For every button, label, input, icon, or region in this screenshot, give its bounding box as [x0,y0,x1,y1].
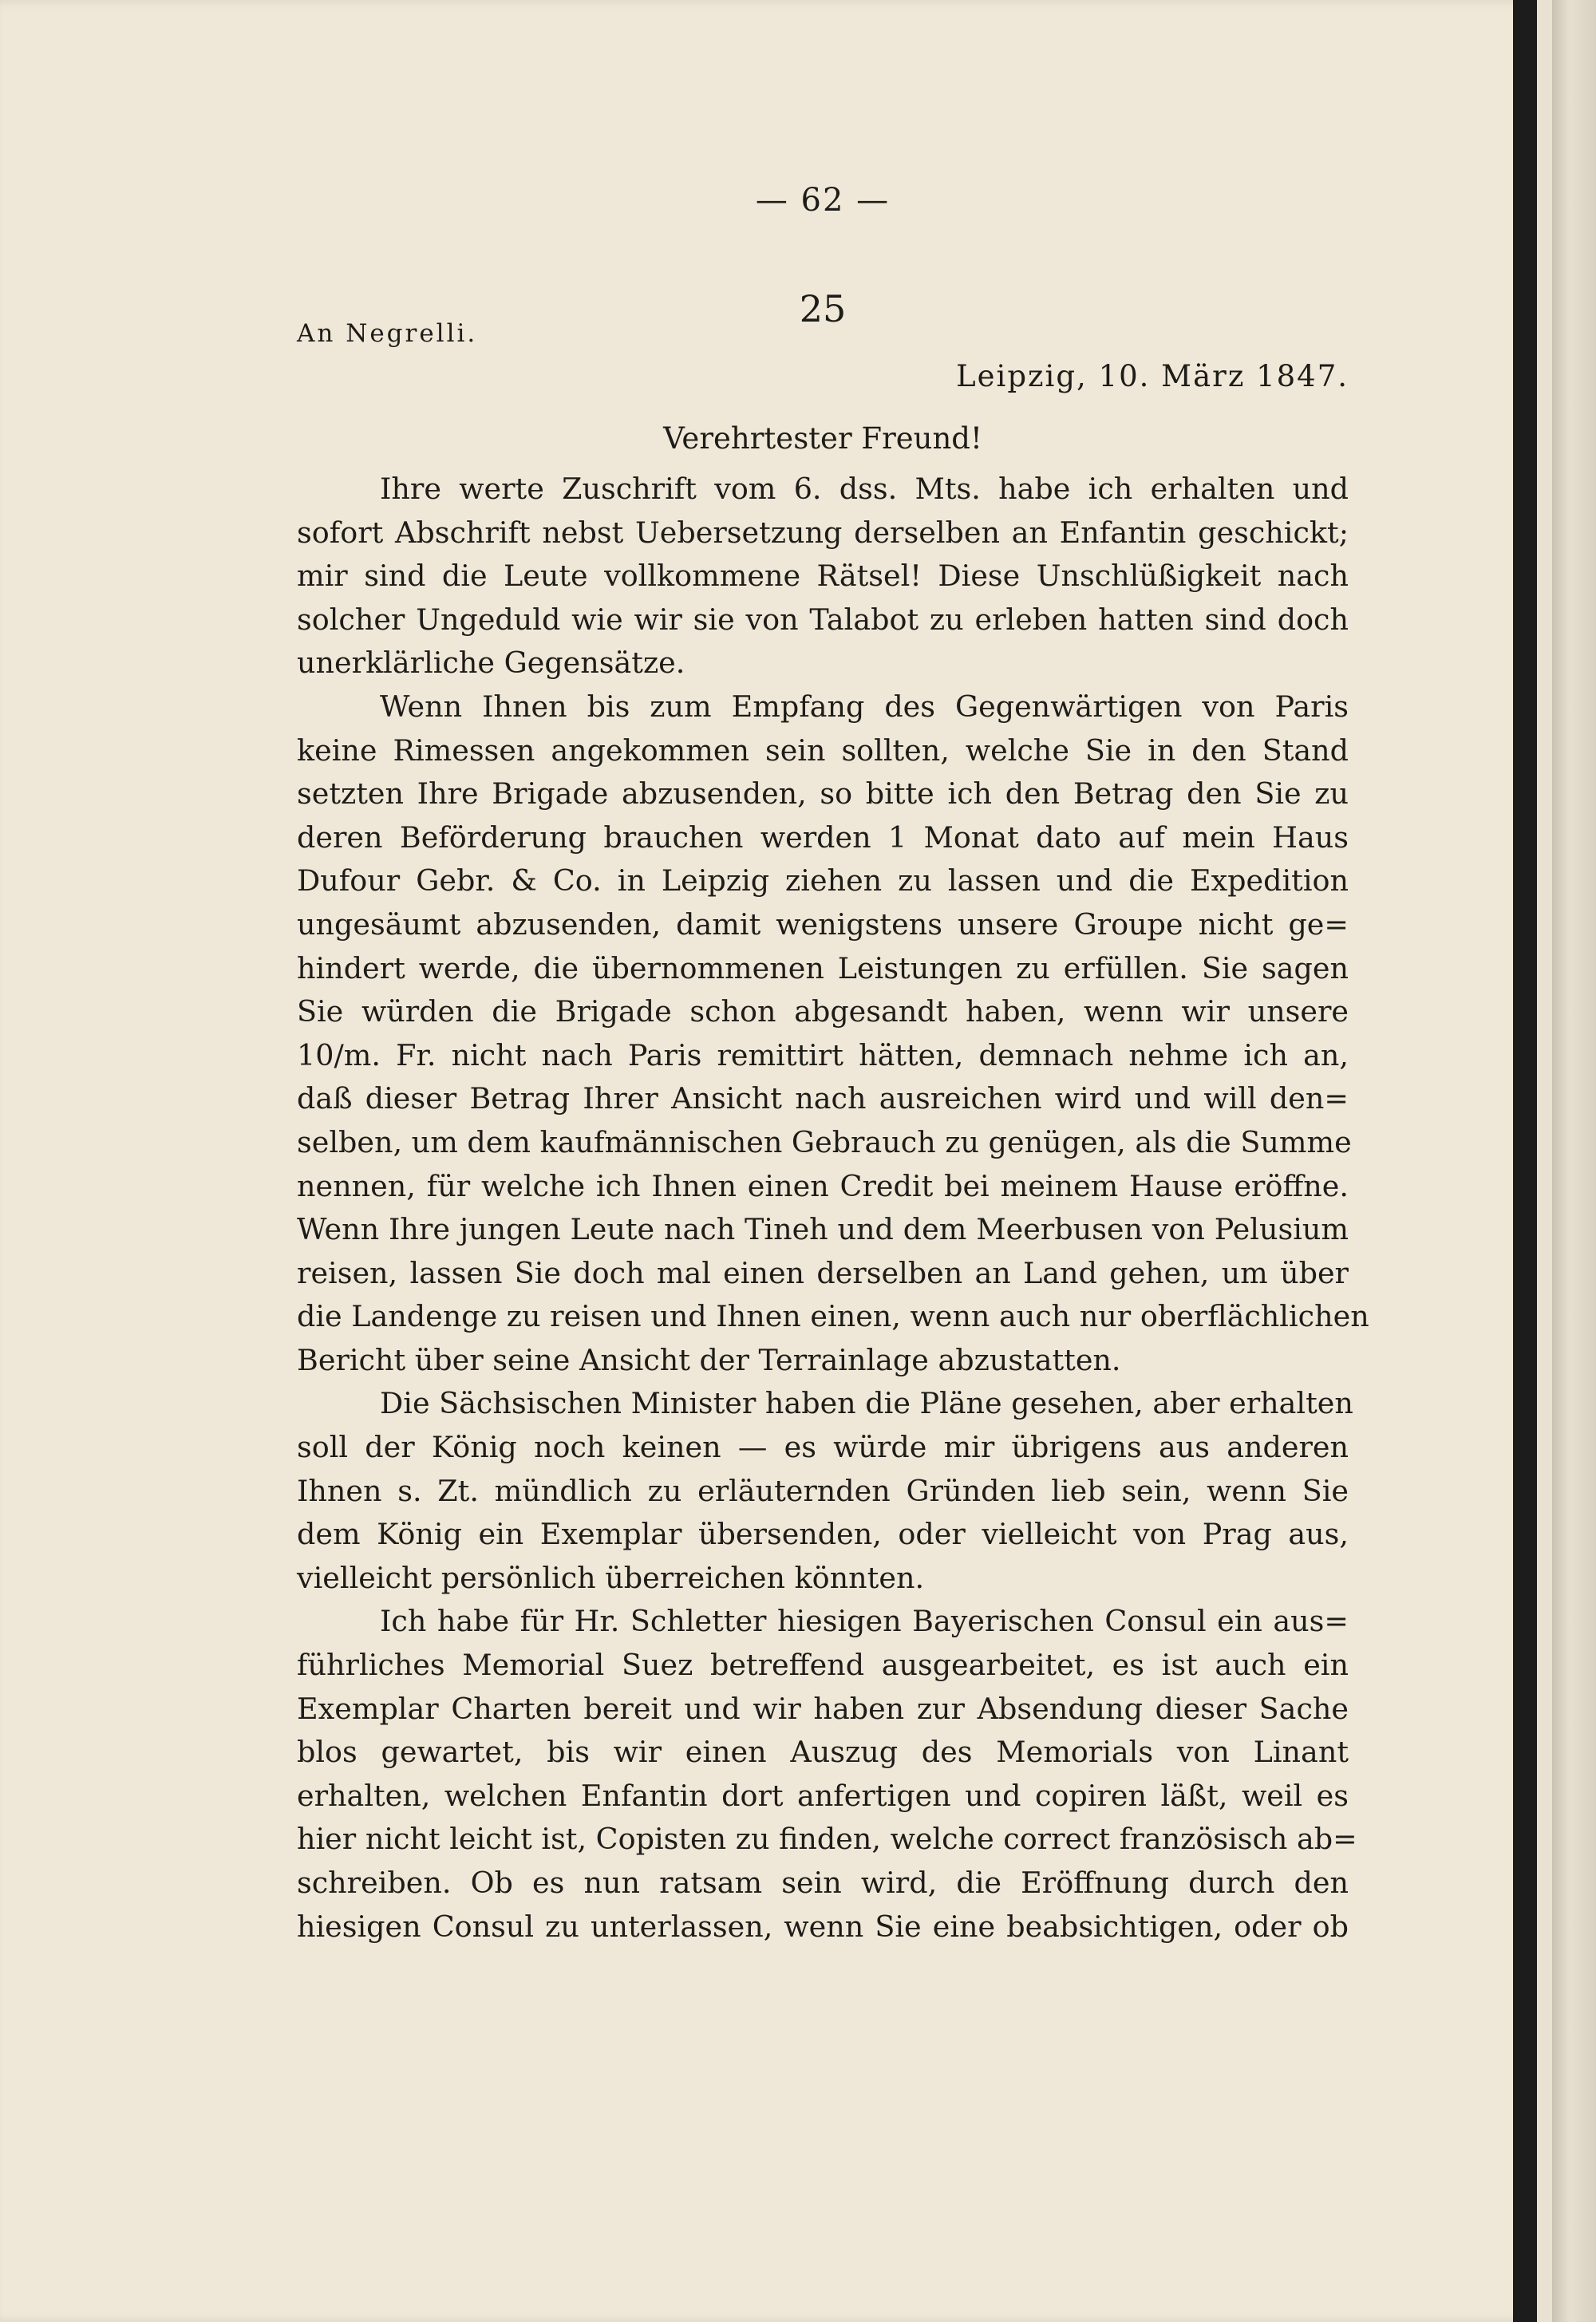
text-line: hindert werde, die übernommenen Leistungen zu erfüllen. Sie sagen [297,950,1349,985]
text-line: Wenn Ihre jungen Leute nach Tineh und dem Meerbusen von Pelusium [297,1212,1349,1247]
text-line: erhalten, welchen Enfantin dort anfertigen und copiren läßt, weil es [297,1778,1349,1813]
letter-number: 25 [799,287,847,330]
text-line: selben, um dem kaufmännischen Gebrauch zu genügen, als die Summe [297,1124,1352,1159]
recipient: An Negrelli. [297,319,478,348]
text-line: Sie würden die Brigade schon abgesandt haben, wenn wir unsere [297,994,1349,1029]
text-line: blos gewartet, bis wir einen Auszug des Memorials von Linant [297,1735,1349,1770]
text-line: mir sind die Leute vollkommene Rätsel! Diese Unschlüßigkeit nach [297,559,1349,594]
text-line: Die Sächsischen Minister haben die Pläne gesehen, aber erhalten [380,1386,1353,1421]
text-line: Ihre werte Zuschrift vom 6. dss. Mts. habe ich erhalten und [380,472,1349,506]
text-line: hier nicht leicht ist, Copisten zu finden, welche correct französisch ab= [297,1822,1357,1857]
text-line: daß dieser Betrag Ihrer Ansicht nach ausreichen wird und will den= [297,1081,1349,1116]
salutation: Verehrtester Freund! [663,421,982,456]
text-line: Bericht über seine Ansicht der Terrainlage abzustatten. [297,1342,1121,1377]
text-line: hiesigen Consul zu unterlassen, wenn Sie eine beabsichtigen, oder ob [297,1909,1349,1944]
text-line: nennen, für welche ich Ihnen einen Credit bei meinem Hause eröffne. [297,1168,1349,1203]
text-line: unerklärliche Gegensätze. [297,646,685,681]
page-number: — 62 — [755,182,891,219]
text-line: sofort Abschrift nebst Uebersetzung derselben an Enfantin geschickt; [297,515,1349,550]
text-line: Ich habe für Hr. Schletter hiesigen Bayerischen Consul ein aus= [380,1604,1349,1639]
place-date: Leipzig, 10. März 1847. [956,359,1349,393]
text-line: 10/m. Fr. nicht nach Paris remittirt hätten, demnach nehme ich an, [297,1037,1349,1072]
text-line: Dufour Gebr. & Co. in Leipzig ziehen zu lassen und die Expedition [297,863,1349,898]
text-line: führliches Memorial Suez betreffend ausgearbeitet, es ist auch ein [297,1648,1349,1683]
text-line: die Landenge zu reisen und Ihnen einen, wenn auch nur oberflächlichen [297,1299,1369,1334]
next-page-edge [1552,0,1596,2322]
text-line: setzten Ihre Brigade abzusenden, so bitte ich den Betrag den Sie zu [297,776,1349,812]
text-line: deren Beförderung brauchen werden 1 Monat dato auf mein Haus [297,819,1349,855]
text-line: keine Rimessen angekommen sein sollten, welche Sie in den Stand [297,733,1349,768]
text-line: solcher Ungeduld wie wir sie von Talabot zu erleben hatten sind doch [297,602,1349,637]
letter-body [297,468,1369,1949]
scan-edge-dark [1513,0,1537,2322]
text-line: Ihnen s. Zt. mündlich zu erläuternden Gründen lieb sein, wenn Sie [297,1473,1349,1508]
text-line: ungesäumt abzusenden, damit wenigstens unsere Groupe nicht ge= [297,906,1349,942]
text-line: Wenn Ihnen bis zum Empfang des Gegenwärtigen von Paris [380,689,1349,724]
text-line: schreiben. Ob es nun ratsam sein wird, die Eröffnung durch den [297,1866,1349,1900]
text-line: vielleicht persönlich überreichen könnten. [297,1560,925,1595]
scan-edge-light [1537,0,1552,2322]
text-line: reisen, lassen Sie doch mal einen derselben an Land gehen, um über [297,1255,1349,1290]
text-line: Exemplar Charten bereit und wir haben zur Absendung dieser Sache [297,1691,1349,1726]
text-line: soll der König noch keinen — es würde mir übrigens aus anderen [297,1430,1349,1465]
text-line: dem König ein Exemplar übersenden, oder vielleicht von Prag aus, [297,1517,1349,1552]
